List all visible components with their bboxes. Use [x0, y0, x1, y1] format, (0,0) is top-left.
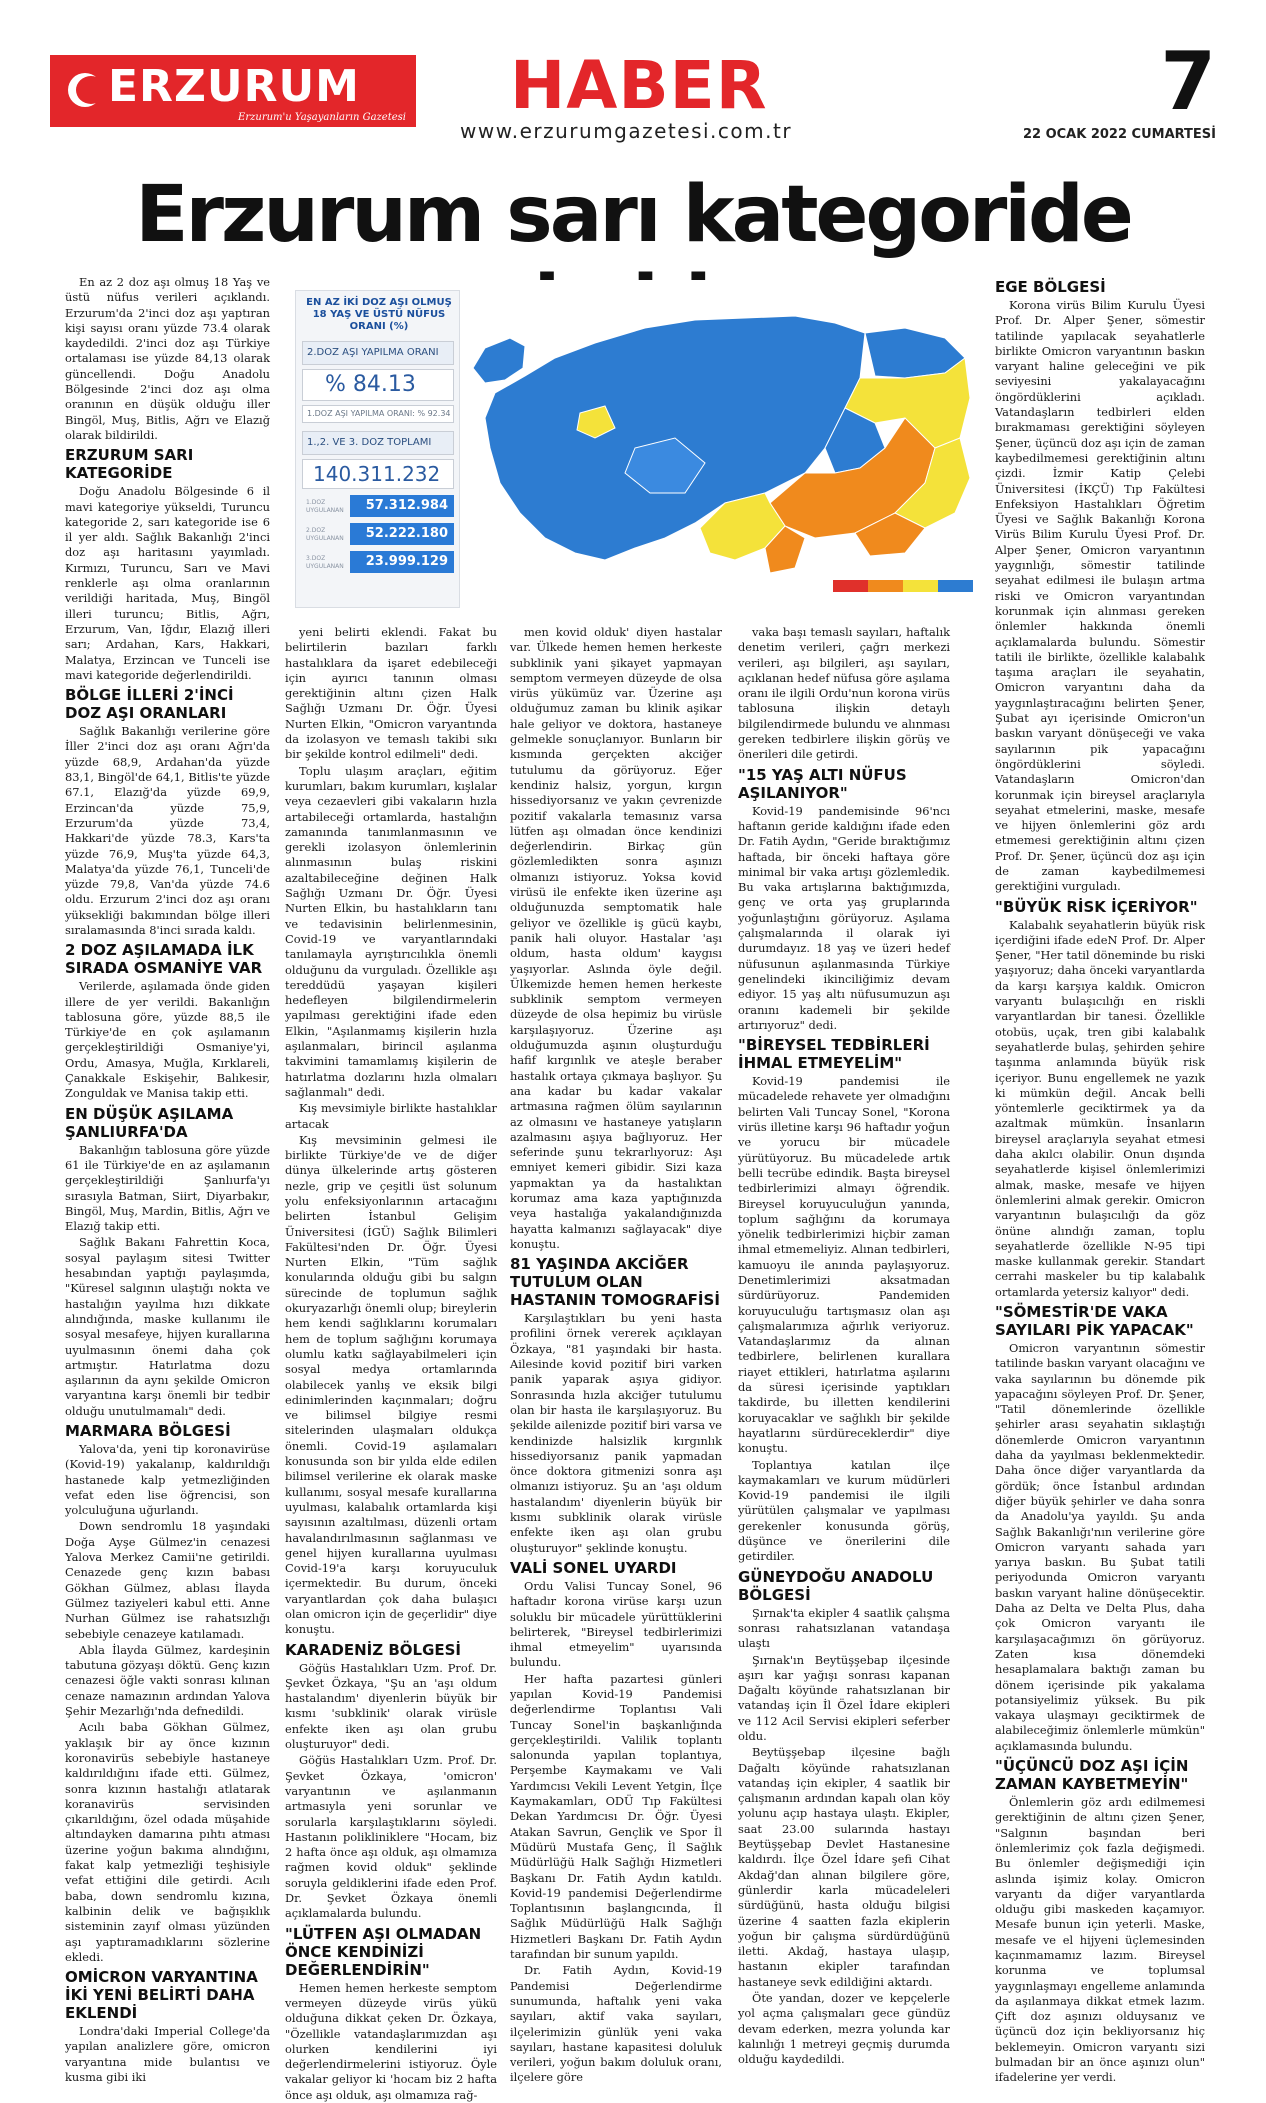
- subheading: MARMARA BÖLGESİ: [65, 1422, 231, 1440]
- subheading: VALİ SONEL UYARDI: [510, 1558, 677, 1577]
- stat-value: 52.222.180: [350, 523, 454, 545]
- subheading: "BİREYSEL TEDBİRLERİ İHMAL ETMEYELİM": [738, 1036, 930, 1073]
- total-value: 140.311.232: [302, 459, 454, 489]
- subheading: KARADENİZ BÖLGESİ: [285, 1640, 462, 1659]
- stat-label: 1.DOZ UYGULANAN: [306, 499, 344, 514]
- subheading: "15 YAŞ ALTI NÜFUS AŞILANIYOR": [738, 765, 907, 802]
- paragraph: Sağlık Bakanı Fahrettin Koca, sosyal paylaşım sitesi Twitter hesabından yaptığı paylaşımda, "Küresel salgının ulaştığı nokta ve hastalığın yayılma hızı dikkate alındığında, maske kullanımı ile sosyal mesafeye, hijyen kurallarına uyulmasının önemi daha çok artmıştır. Hatırlatma dozu aşılarının da aynı şekilde Omicron varyantına karşı önemli bir tedbir olduğu unutulmamalı" dedi.: [65, 1235, 270, 1418]
- dose2-value: % 84.13: [302, 369, 454, 401]
- paragraph: Kalabalık seyahatlerin büyük risk içerdiğini ifade edeN Prof. Dr. Alper Şener, "Her tatil döneminde bu riski yaşıyoruz; daha önceki varyantlarda da karşı karşıya kaldık. Omicron varyantı bulaşıcılığı en riskli varyantlardan bir tanesi. Özellikle otobüs, uçak, tren gibi kalabalık seyahatlerde bulaş, şehirden şehire taşınma anlamında büyük risk içeriyor. Bunu engellemek ne yazık ki mümkün değil. Ancak belli yöntemlerle geciktirmek ya da azaltmak mümkün. İnsanların bireysel araçlarıyla seyahat etmesi daha akılcı olabilir. Onun dışında seyahatlerde kişisel önlemlerimizi almak, maske, mesafe ve hijyen önlemlerini almak gerekir. Omicron varyantının bulaşıcılığı da göz önüne alındığı zaman, toplu seyahatlerde özellikle N-95 tipi maske kullanmak gerekir. Standart cerrahi maskeler bu tip kalabalık ortamlarda yetersiz kalıyor" dedi.: [995, 917, 1205, 1299]
- paragraph: Dr. Fatih Aydın, Kovid-19 Pandemisi Değerlendirme sunumunda, haftalık yeni vaka sayıları, aktif vaka sayıları, ilçelerimizin günlük yeni vaka sayıları, hastane kapasitesi doluluk verileri, yoğun bakım doluluk oranı, ilçelere göre: [510, 1963, 722, 2085]
- subheading: 2 DOZ AŞILAMADA İLK SIRADA OSMANİYE VAR: [65, 941, 263, 978]
- paragraph: Omicron varyantının sömestir tatilinde baskın varyant olacağını ve vaka sayılarının bu dönemde pik yapacağını söyleyen Prof. Dr. Şener, "Tatil dönemlerinde özellikle şehirler arası seyahatin sıklaştığı dönemlerde Omicron varyantının daha da yayılması beklenmektedir. Daha önce diğer varyantlarda da gördük; önce İstanbul ardından diğer büyük şehirler ve daha sonra da Anadolu'ya yayıldı. Şu anda Sağlık Bakanlığı'nın verilerine göre Omicron varyantı sahada yarı yarıya baskın. Bu Şubat tatili periyodunda Omicron varyantı baskın varyant haline dönüşecektir. Daha az Delta ve Delta Plus, daha çok Omicron varyantı ile karşılaşacağımızı ön görüyoruz. Zaten kısa dönemdeki hesaplamalara baktığı zaman bu dönem içerisinde pik yakalama potansiyelimiz yüksek. Bu pik vakaya ulaşmayı geciktirmek de alabileceğimiz önlemlerle mümkün" açıklamasında bulundu.: [995, 1341, 1205, 1753]
- paragraph: Karşılaştıkları bu yeni hasta profilini örnek vererek açıklayan Özkaya, "81 yaşındaki bir hasta. Ailesinde kovid pozitif biri varken panik yaparak aşıya gidiyor. Sonrasında hızla akciğer tutulumu olan bir hasta ile karşılaşıyoruz. Bu şekilde ailenizde pozitif biri varsa ve kendinizde halsizlik kırgınlık hissediyorsanız panik yapmadan önce doktora gitmenizi sonra aşı olmanızı istiyoruz. Şu an 'aşı oldum hastalandım' diyenlerin büyük bir kısmı subklinik olarak virüsle enfekte iken aşı olan grubu oluşturuyor" şeklinde konuştu.: [510, 1311, 722, 1555]
- stat-label: 2.DOZ UYGULANAN: [306, 527, 344, 542]
- paragraph: yeni belirti eklendi. Fakat bu belirtilerin bazıları farklı hastalıklara da işaret edebileceği için ayırıcı tanının olması gerektiğinin altını çizen Halk Sağlığı Uzmanı Dr. Öğr. Üyesi Nurten Elkin, "Omicron varyantında da izolasyon ve temaslı takibi sıkı bir şekilde kontrol edilmeli" dedi.: [285, 625, 497, 762]
- paragraph: Kış mevsimiyle birlikte hastalıklar artacak: [285, 1101, 497, 1131]
- paragraph: Verilerde, aşılamada önde giden illere de yer verildi. Bakanlığın tablosuna göre, yüzde 88,5 ile Türkiye'de en çok aşılamanın gerçekleştirildiği Osmaniye'yi, Ordu, Amasya, Muğla, Kırklareli, Çanakkale Eskişehir, Balıkesir, Zonguldak ve Manisa takip etti.: [65, 979, 270, 1101]
- stat-value: 23.999.129: [350, 551, 454, 573]
- article-column-5: [995, 275, 1205, 2085]
- paragraph: Şırnak'ın Beytüşşebap ilçesinde aşırı kar yağışı sonrası kapanan Dağaltı köyünde rahatsızlanan bir vatandaş için İl Özel İdare ekipleri ve 112 Acil Servisi ekipleri seferber oldu.: [738, 1652, 950, 1743]
- paragraph: Doğu Anadolu Bölgesinde 6 il mavi kategoriye yükseldi, Turuncu kategoride 2, sarı kategoride ise 6 il yer aldı. Sağlık Bakanlığı 2'inci doz aşı haritasını yayımladı. Kırmızı, Turuncu, Sarı ve Mavi renklerle aşı olma oranlarının verildiği haritada, Muş, Bingöl illeri turuncu; Bitlis, Ağrı, Erzurum, Van, Iğdır, Elazığ illeri sarı; Ardahan, Kars, Hakkari, Malatya, Erzincan ve Tunceli ise mavi kategoride değerlendirildi.: [65, 484, 270, 682]
- paragraph: Kış mevsiminin gelmesi ile birlikte Türkiye'de ve de diğer dünya ülkelerinde artış gösteren nezle, grip ve çeşitli üst solunum yolu enfeksiyonlarının artacağını belirten İstanbul Gelişim Üniversitesi (İGÜ) Sağlık Bilimleri Fakültesi'nden Dr. Öğr. Üyesi Nurten Elkin, "Tüm sağlık konularında olduğu gibi bu salgın sürecinde de toplumun sağlık okuryazarlığı önemli olup; bireylerin hem kendi sağlıklarını korumaları hem de toplum sağlığını korumaya olumlu katkı sağlayabilmeleri için sosyal medya ortamlarında olabilecek yanlış ve eksik bilgi edinimlerinden kaçınmaları; doğru ve bilimsel bilgiye resmi sitelerinden ulaşmaları oldukça önemli. Covid-19 aşılamaları konusunda son bir yılda elde edilen bilimsel verilerine ek olarak maske kullanımı, sosyal mesafe kurallarına uyulması, kalabalık ortamlarda kişi sayısının azaltılması, düzenli ortam havalandırılmasının sağlanması ve genel hijyen kurallarına uyulması Covid-19'a karşı koruyuculuk içermektedir. Bu durum, önceki varyantlardan çok daha bulaşıcı olan omicron için de geçerlidir" diye konuştu.: [285, 1132, 497, 1637]
- subheading: ERZURUM SARI KATEGORİDE: [65, 446, 194, 483]
- dose2-label: 2.DOZ AŞI YAPILMA ORANI: [302, 341, 454, 365]
- paragraph: Şırnak'ta ekipler 4 saatlik çalışma sonrası rahatsızlanan vatandaşa ulaştı: [738, 1605, 950, 1651]
- subheading: EN DÜŞÜK AŞILAMA ŞANLIURFA'DA: [65, 1104, 234, 1141]
- paragraph: men kovid olduk' diyen hastalar var. Ülkede hemen hemen herkeste subklinik yani şikayet yapmayan semptom vermeyen düzeyde de olsa virüs yükümüz var. Üzerine aşı olduğumuz zaman bu klinik aşikar hale geliyor ve doktora, hastaneye gelmekle sonuçlanıyor. Bunların bir kısmında gerçekten akciğer tutulumu da görüyoruz. Eğer kendiniz halsiz, yorgun, kırgın hissediyorsanız ve yakın çevrenizde pozitif vakalarla temasınız varsa lütfen aşı olmadan önce kendinizi değerlendirin. Birkaç gün gözlemledikten sonra aşınızı olmanızı istiyoruz. Yoksa kovid virüsü ile enfekte iken üzerine aşı olduğunuzda semptomatik hale geliyor ve özellikle iş gücü kaybı, panik hali oluyor. Hastalar 'aşı oldum, hasta oldum' kaygısı yaşıyorlar. Aslında öyle değil. Ülkemizde hemen hemen herkeste subklinik semptom vermeyen düzeyde de olsa hepimiz bu virüsle karşılaşıyoruz. Üzerine aşı olduğumuzda aşının oluşturduğu hafif kırgınlık ve ateşle beraber hastalık ortaya çıkmaya başlıyor. Şu ana kadar bu kadar vakalar artmasına rağmen ölüm sayılarının az olmasını ve hastaneye yatışların azalmasını aşıya bağlıyoruz. Her seferinde şunu tekrarlıyoruz: Aşı emniyet kemeri gibidir. Sizi kaza yapmaktan ya da hastalıktan korumaz ama kaza yaptığınızda veya hastalığa yakalandığınızda hayatta kalmanızı sağlayacak" diye konuştu.: [510, 625, 722, 1251]
- legend-yellow: [903, 580, 938, 592]
- dose1-label: 1.DOZ AŞI YAPILMA ORANI: % 92.34: [302, 405, 454, 423]
- paragraph: En az 2 doz aşı olmuş 18 Yaş ve üstü nüfus verileri açıklandı. Erzurum'da 2'inci doz aşı yaptıran kişi sayısı oranı yüzde 73.4 olarak kaydedildi. 2'inci doz aşı Türkiye ortalaması ise yüzde 84,13 olarak güncellendi. Doğu Anadolu Bölgesinde 2'inci doz aşı olma oranının en düşük olduğu iller Bingöl, Muş, Bitlis, Ağrı ve Elazığ olarak bildirildi.: [65, 275, 270, 442]
- subheading: "LÜTFEN AŞI OLMADAN ÖNCE KENDİNİZİ DEĞERLENDİRİN": [285, 1924, 482, 1979]
- subheading: GÜNEYDOĞU ANADOLU BÖLGESİ: [738, 1567, 934, 1604]
- map-legend: [833, 580, 973, 592]
- legend-red: [833, 580, 868, 592]
- paragraph: Hemen hemen herkeste semptom vermeyen düzeyde virüs yükü olduğuna dikkat çeken Dr. Özkaya, "Özellikle vatandaşlarımızdan aşı olurken kendilerini iyi değerlendirmelerini istiyoruz. Öyle vakalar geliyor ki 'hocam biz 2 hafta önce aşı olduk, aşı olmamıza rağ-: [285, 1980, 497, 2102]
- legend-blue: [938, 580, 973, 592]
- article-column-4: [738, 625, 950, 2067]
- section-title: HABER: [510, 47, 768, 124]
- subheading: "ÜÇÜNCÜ DOZ AŞI İÇİN ZAMAN KAYBETMEYİN": [995, 1757, 1189, 1794]
- paragraph: Kovid-19 pandemisinde 96'ncı haftanın geride kaldığını ifade eden Dr. Fatih Aydın, "Geride bıraktığımız haftada, bir önceki haftaya göre minimal bir vaka artışı gözlemledik. Bu vaka artışlarına baktığımızda, genç ve orta yaş gruplarında yoğunlaştığını görüyoruz. Aşılama çalışmalarında il olarak iyi durumdayız. 18 yaş ve üzeri hedef nüfusunun aşılanmasında Türkiye genelindeki ikinciliğimiz devam ediyor. 15 yaş altı nüfusumuzun aşı oranını kademeli bir şekilde artırıyoruz" dedi.: [738, 803, 950, 1032]
- stat-row: [302, 523, 454, 547]
- paragraph: Korona virüs Bilim Kurulu Üyesi Prof. Dr. Alper Şener, sömestir tatilinde yapılacak seyahatlerle birlikte Omicron varyantının baskın varyant haline geleceğini ve pik seviyesini yakalayacağını öngördüklerini açıkladı. Vatandaşların tedbirleri elden bırakmaması gerektiğini söyleyen Şener, üçüncü doz aşı için de zaman kaybedilmemesi gerektiğinin altını çizdi. İzmir Katip Çelebi Üniversitesi (İKÇÜ) Tıp Fakültesi Enfeksiyon Hastalıkları Öğretim Üyesi ve Sağlık Bakanlığı Korona Virüs Bilim Kurulu Üyesi Prof. Dr. Alper Şener, Omicron varyantının yaygınlığı, sömestir tatilinde seyahat edilmesi ile bulaşın artma riski ve Omicron varyantından korunmak için alınması gereken önlemler hakkında önemli açıklamalarda bulundu. Sömestir tatili ile birlikte, özellikle kalabalık taşıma araçları ile seyahatin, Omicron varyantını daha da yaygınlaştıracağını belirten Şener, Şubat ayı içerisinde Omicron'un baskın varyant dönüşeceği ve vaka sayılarının pik yapacağını öngördüklerini söyledi. Vatandaşların Omicron'dan korunmak için bireysel araçlarıyla seyahat etmelerini, maske, mesafe ve hijyen önlemlerini göz ardı etmemesi gerektiğinin altını çizen Prof. Dr. Şener, üçüncü doz aşı için de zaman kaybedilmemesi gerektiğini vurguladı.: [995, 298, 1205, 894]
- masthead: [40, 35, 1226, 155]
- article-column-1: [65, 275, 270, 2084]
- subheading: BÖLGE İLLERİ 2'İNCİ DOZ AŞI ORANLARI: [65, 686, 234, 723]
- article-column-3: [510, 625, 722, 2085]
- paragraph: Toplu ulaşım araçları, eğitim kurumları, bakım kurumları, kışlalar veya cezaevleri gibi vakaların hızla artabileceği ortamlarda, hastalığın zamanında tanımlanmasının ve gerekli izolasyon önlemlerinin alınmasının bulaş riskini azaltabileceğine değinen Halk Sağlığı Uzmanı Dr. Öğr. Üyesi Nurten Elkin, bu hastalıkların tanı ve tedavisinin belirlenmesinin, Covid-19 ve varyantlarındaki tanılamayla ayrıştırıcılıkla önemli olduğunu da vurguladı. Özellikle aşı tereddüdü yaşayan kişileri hedefleyen bilgilendirmelerin yapılması gerektiğini ifade eden Elkin, "Aşılanmamış kişilerin hızla aşılanmaları, birincil aşılanma takvimini tamamlamış kişilerin de hatırlatma dozlarını hızla olmaları sağlanmalı" dedi.: [285, 763, 497, 1099]
- subheading: "SÖMESTİR'DE VAKA SAYILARI PİK YAPACAK": [995, 1303, 1194, 1339]
- paragraph: Kovid-19 pandemisi ile mücadelede rehavete yer olmadığını belirten Vali Tuncay Sonel, "Korona virüs illetine karşı 96 haftadır yoğun ve yorucu bir mücadele yürütüyoruz. Bu mücadelede artık belli tecrübe edindik. Başta bireysel tedbirlerimizi almayı öğrendik. Bireysel koruyuculuğun yanında, toplum sağlığını da korumaya yönelik tedbirlerimizi hiçbir zaman ihmal etmemeliyiz. Alınan tedbirleri, kamuoyu ile anında paylaşıyoruz. Denetimlerimizi aksatmadan sürdürüyoruz. Pandemiden koruyuculuğu tartışmasız olan aşı çalışmalarımıza ağırlık veriyoruz. Vatandaşlarımız da alınan tedbirlere, belirlenen kurallara riayet ettikleri, hatırlatma aşılarını da süresi içerisinde yaptıkları takdirde, bu illetten kendilerini koruyacaklar ve sağlıklı bir şekilde hayatlarını sürdüreceklerdir" diye konuştu.: [738, 1074, 950, 1456]
- subheading: 81 YAŞINDA AKCİĞER TUTULUM OLAN HASTANIN TOMOGRAFİSİ: [510, 1255, 720, 1310]
- turkey-vaccination-map: [465, 298, 975, 588]
- logo-slogan: Erzurum'u Yaşayanların Gazetesi: [238, 112, 406, 123]
- paragraph: Göğüs Hastalıkları Uzm. Prof. Dr. Şevket Özkaya, "Şu an 'aşı oldum hastalandım' diyenlerin büyük bir kısmı 'subklinik' olarak virüsle enfekte iken aşı olan grubu oluşturuyor" dedi.: [285, 1660, 497, 1752]
- issue-date: 22 OCAK 2022 CUMARTESİ: [1022, 127, 1216, 142]
- page-number: 7: [1160, 35, 1216, 128]
- logo-text: ERZURUM: [108, 61, 360, 112]
- paragraph: Ordu Valisi Tuncay Sonel, 96 haftadır korona virüse karşı uzun soluklu bir mücadele yürüttüklerini belirterek, "Bireysel tedbirlerimizi ihmal etmeyelim" uyarısında bulundu.: [510, 1578, 722, 1670]
- legend-orange: [868, 580, 903, 592]
- stat-row: [302, 495, 454, 519]
- newspaper-logo[interactable]: [50, 55, 416, 127]
- map-region-thrace: [473, 338, 525, 383]
- subheading: EGE BÖLGESİ: [995, 278, 1106, 296]
- subheading: OMİCRON VARYANTINA İKİ YENİ BELİRTİ DAHA EKLENDİ: [65, 1968, 258, 2023]
- paragraph: Toplantıya katılan ilçe kaymakamları ve kurum müdürleri Kovid-19 pandemisi ile ilgili yürütülen çalışmalar ve yapılması gerekenler konusunda görüş, düşünce ve önerilerini dile getirdiler.: [738, 1457, 950, 1564]
- paragraph: Beytüşşebap ilçesine bağlı Dağaltı köyünde rahatsızlanan vatandaş için ekipler, 4 saatlik bir çalışmanın ardından kapalı olan köy yolunu açıp hastaya ulaştı. Ekipler, saat 23.00 sularında hastayı Beytüşşebap Devlet Hastanesine kaldırdı. İlçe Özel İdare şefi Cihat Akdağ'dan alınan bilgilere göre, günlerdir karla mücadeleleri sürdüğünü, hasta olduğu bilgisi üzerine 4 saatten fazla ekiplerin yoğun bir çalışma sürdürdüğünü iletti. Akdağ, hastaya ulaşıp, hastanın ekipler tarafından hastaneye sevk edildiğini aktardı.: [738, 1745, 950, 1989]
- stats-panel: [295, 290, 460, 608]
- paragraph: vaka başı temaslı sayıları, haftalık denetim verileri, çağrı merkezi verileri, aşı bilgileri, aşı sayıları, açıklanan hedef nüfusa göre aşılama oranı ile ilgili Ordu'nun korona virüs tablosuna ilişkin detaylı bilgilendirmede bulundu ve alınması gereken tedbirlere ilişkin görüş ve önerileri dile getirdi.: [738, 625, 950, 762]
- paragraph: Acılı baba Gökhan Gülmez, yaklaşık bir ay önce kızının koronavirüs sebebiyle hastaneye kaldırıldığını ifade etti. Gülmez, sonra kızının hastalığı atlatarak koranavirüs servisinden çıkarıldığını, özel odada müşahide altındayken damarına pıhtı atması üzerine yoğun bakıma alındığını, fakat kalp yetmezliği teşhisiyle vefat ettiğini dile getirdi. Acılı baba, down sendromlu kızına, kalbinin delik ve bağışıklık sisteminin zayıf olması yüzünden aşı yaptıramadıklarını sözlerine ekledi.: [65, 1720, 270, 1964]
- total-label: 1.,2. VE 3. DOZ TOPLAMI: [302, 431, 454, 455]
- paragraph: Öte yandan, dozer ve kepçelerle yol açma çalışmaları gece gündüz devam ederken, mezra yolunda kar kalınlığı 1 metreyi geçmiş durumda olduğu kaydedildi.: [738, 1991, 950, 2067]
- stat-value: 57.312.984: [350, 495, 454, 517]
- crescent-icon: [68, 73, 102, 107]
- paragraph: Göğüs Hastalıkları Uzm. Prof. Dr. Şevket Özkaya, 'omicron' varyantının ve aşılanmanın artmasıyla yeni sorunlar ve sorularla karşılaştıklarını söyledi. Hastanın polikliniklere "Hocam, biz 2 hafta önce aşı olduk, aşı olmamıza rağmen kovid olduk" şeklinde soruyla geldiklerini ifade eden Prof. Dr. Şevket Özkaya önemli açıklamalarda bulundu.: [285, 1753, 497, 1921]
- infographic-title: EN AZ İKİ DOZ AŞI OLMUŞ 18 YAŞ VE ÜSTÜ NÜFUS ORANI (%): [306, 297, 452, 332]
- paragraph: Sağlık Bakanlığı verilerine göre İller 2'inci doz aşı oranı Ağrı'da yüzde 68,9, Ardahan'da yüzde 83,1, Bingöl'de 64,1, Bitlis'te yüzde 67.1, Elazığ'da yüzde 69,9, Erzincan'da yüzde 75,9, Erzurum'da yüzde 73,4, Hakkari'de yüzde 78.3, Kars'ta yüzde 76,9, Muş'ta yüzde 64,3, Malatya'da yüzde 76,1, Tunceli'de yüzde 79,8, Van'da yüzde 74.6 oldu. Erzurum 2'inci doz aşı oranı yüksekliği bakımından bölge illeri sıralamasında 8'inci sırada kaldı.: [65, 724, 270, 937]
- paragraph: Abla İlayda Gülmez, kardeşinin tabutuna gözyaşı döktü. Genç kızın cenazesi öğle vakti sonrası kılınan cenaze namazının ardından Yalova Şehir Mezarlığı'nda defnedildi.: [65, 1642, 270, 1719]
- paragraph: Yalova'da, yeni tip koronavirüse (Kovid-19) yakalanıp, kaldırıldığı hastanede kalp yetmezliğinden vefat eden lise öğrencisi, son yolculuğuna uğurlandı.: [65, 1442, 270, 1518]
- stat-label: 3.DOZ UYGULANAN: [306, 555, 344, 570]
- paragraph: Down sendromlu 18 yaşındaki Doğa Ayşe Gülmez'in cenazesi Yalova Merkez Camii'ne getirildi. Cenazede genç kızın babası Gökhan Gülmez, ablası İlayda Gülmez taziyeleri kabul etti. Anne Nurhan Gülmez ise rahatsızlığı sebebiyle cenazeye katılamadı.: [65, 1519, 270, 1641]
- website-link[interactable]: www.erzurumgazetesi.com.tr: [460, 119, 793, 143]
- article-column-2: [285, 625, 497, 2102]
- paragraph: Her hafta pazartesi günleri yapılan Kovid-19 Pandemisi değerlendirme Toplantısı Vali Tuncay Sonel'in başkanlığında gerçekleştirildi. Valilik toplantı salonunda yapılan toplantıya, Perşembe Kaymakamı ve Vali Yardımcısı Vekili Levent Yetgin, İlçe Kaymakamları, ODÜ Tıp Fakültesi Dekan Yardımcısı Dr. Öğr. Üyesi Atakan Savrun, Gençlik ve Spor İl Müdürü Mustafa Genç, İl Sağlık Müdürlüğü Halk Sağlığı Hizmetleri Başkanı Dr. Fatih Aydın katıldı. Kovid-19 pandemisi Değerlendirme Toplantısının başlangıcında, İl Sağlık Müdürlüğü Halk Sağlığı Hizmetleri Başkanı Dr. Fatih Aydın tarafından bir sunum yapıldı.: [510, 1671, 722, 1962]
- paragraph: Londra'daki Imperial College'da yapılan analizlere göre, omicron varyantına mide bulantısı ve kusma gibi iki: [65, 2024, 270, 2084]
- paragraph: Önlemlerin göz ardı edilmemesi gerektiğinin de altını çizen Şener, "Salgının başından beri önlemlerimiz çok fazla değişmedi. Bu önlemler değişmediği için aslında işimiz kolay. Omicron varyantı da diğer varyantlarda olduğu gibi maskeden kaçamıyor. Mesafe bunun için yeterli. Maske, mesafe ve el hijyeni üçlemesinden kaçınmamamız lazım. Bireysel korunma ve toplumsal yaygınlaşmayı engelleme anlamında da aşılanmaya dikkat etmek lazım. Çift doz aşınızı olduysanız ve üçüncü doz için bekliyorsanız hiç beklemeyin. Omicron varyantı sizi bulmadan bir an önce aşınızı olun" ifadelerine yer verdi.: [995, 1795, 1205, 2085]
- headline: Erzurum sarı kategoride: [135, 170, 1131, 260]
- stat-row: [302, 551, 454, 575]
- vaccination-infographic: [285, 280, 985, 620]
- paragraph: Bakanlığın tablosuna göre yüzde 61 ile Türkiye'de en az aşılamanın gerçekleştirildiği Şanlıurfa'yı sırasıyla Batman, Siirt, Diyarbakır, Bingöl, Muş, Mardin, Bitlis, Ağrı ve Elazığ takip etti.: [65, 1142, 270, 1234]
- subheading: "BÜYÜK RİSK İÇERİYOR": [995, 897, 1198, 916]
